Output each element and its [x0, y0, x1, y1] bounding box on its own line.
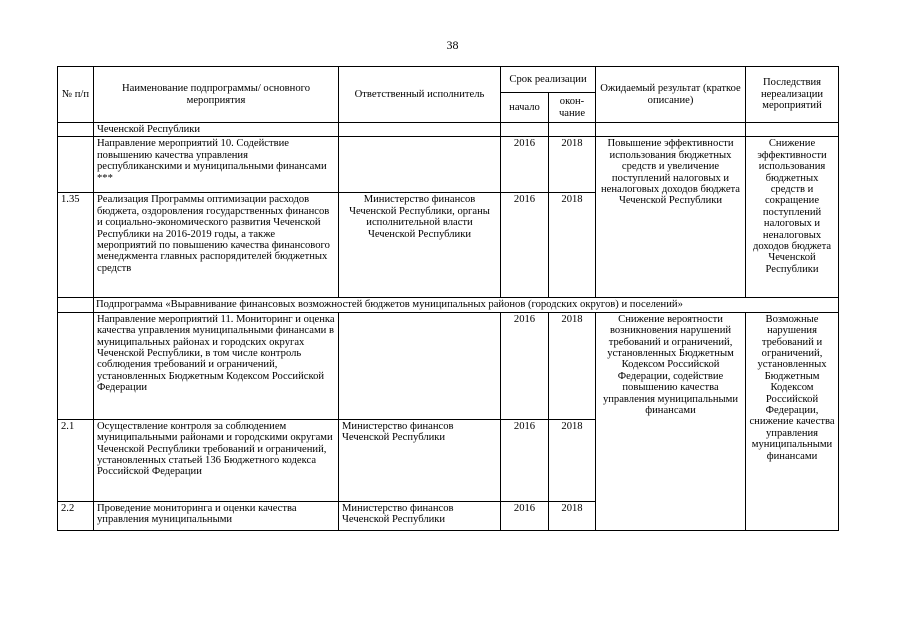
direction-11-end: 2018 [549, 312, 596, 419]
continuation-text: Чеченской Республики [94, 123, 339, 137]
item-2-1-executor: Министерство финансов Чеченской Республики [339, 419, 501, 501]
item-2-2-num: 2.2 [58, 501, 94, 530]
subprogram-title: Подпрограмма «Выравнивание финансовых возможностей бюджетов муниципальных районов (городских округов) и поселений» [94, 298, 839, 312]
item-1-35-name: Реализация Программы оптимизации расходов бюджета, оздоровления государственных финансов и социально-экономического развития Чеченской Республики на 2016-2019 годы, а также мероприятий по повышению качества финансового менеджмента главных распорядителей бюджетных средств [94, 193, 339, 298]
continuation-row [58, 123, 839, 137]
item-1-35-start: 2016 [501, 193, 549, 298]
item-2-1-start: 2016 [501, 419, 549, 501]
page-number: 38 [446, 38, 459, 52]
header-result: Ожидаемый результат (краткое описание) [596, 67, 746, 123]
direction-11-consequences: Возможные нарушения требований и ограничений, установленных Бюджетным Кодексом Российской Федерации, снижение качества управления муниципальными финансами [746, 312, 839, 530]
header-name: Наименование подпрограммы/ основного мероприятия [94, 67, 339, 123]
header-executor: Ответственный исполнитель [339, 67, 501, 123]
direction-11-name: Направление мероприятий 11. Мониторинг и оценка качества управления муниципальными финансами в муниципальных районах и городских округах Чеченской Республики, в том числе контроль соблюдения требований и ограничений, установленных Бюджетным Кодексом Российской Федерации [94, 312, 339, 419]
header-num: № п/п [58, 67, 94, 123]
item-2-2-start: 2016 [501, 501, 549, 530]
direction-11-start: 2016 [501, 312, 549, 419]
direction-11-result: Снижение вероятности возникновения нарушений требований и ограничений, установленных Бюджетным Кодексом Российской Федерации, содействие повышению качества управления муниципальными финансами [596, 312, 746, 530]
item-2-1-num: 2.1 [58, 419, 94, 501]
direction-10-start: 2016 [501, 137, 549, 193]
item-1-35-end: 2018 [549, 193, 596, 298]
header-consequences: Последствия нереализации мероприятий [746, 67, 839, 123]
direction-10-consequences: Снижение эффективности использования бюджетных средств и сокращение поступлений налоговых и неналоговых доходов бюджета Чеченской Республики [746, 137, 839, 298]
direction-10-row [58, 137, 839, 193]
item-2-2-executor: Министерство финансов Чеченской Республики [339, 501, 501, 530]
header-start: начало [501, 93, 549, 123]
direction-11-row [58, 312, 839, 419]
item-2-2-name: Проведение мониторинга и оценки качества управления муниципальными [94, 501, 339, 530]
item-1-35-num: 1.35 [58, 193, 94, 298]
item-2-2-end: 2018 [549, 501, 596, 530]
header-end: окон-чание [549, 93, 596, 123]
subprogram-row [58, 298, 839, 312]
direction-10-name: Направление мероприятий 10. Содействие повышению качества управления республиканскими и муниципальными финансами *** [94, 137, 339, 193]
direction-10-result: Повышение эффективности использования бюджетных средств и увеличение поступлений налоговых и неналоговых доходов бюджета Чеченской Республики [596, 137, 746, 298]
activities-table [57, 66, 839, 531]
direction-10-end: 2018 [549, 137, 596, 193]
header-row-1 [58, 67, 839, 93]
item-1-35-executor: Министерство финансов Чеченской Республики, органы исполнительной власти Чеченской Республики [339, 193, 501, 298]
header-period: Срок реализации [501, 67, 596, 93]
item-2-1-name: Осуществление контроля за соблюдением муниципальными районами и городскими округами Чеченской Республики требований и ограничений, установленных статьей 136 Бюджетного кодекса Российской Федерации [94, 419, 339, 501]
item-2-1-end: 2018 [549, 419, 596, 501]
